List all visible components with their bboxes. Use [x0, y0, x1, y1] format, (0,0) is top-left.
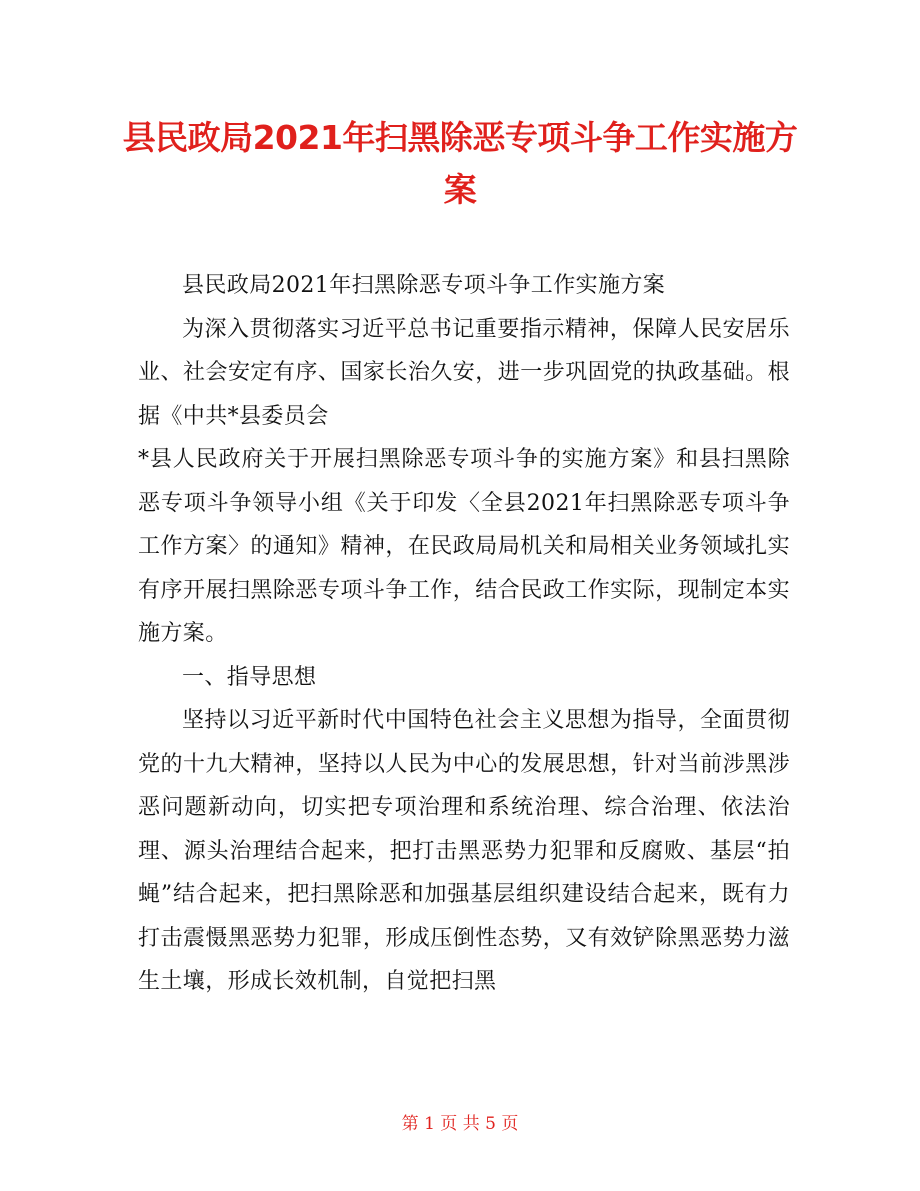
paragraph-subtitle: 县民政局2021年扫黑除恶专项斗争工作实施方案 — [182, 273, 666, 298]
document-title: 县民政局2021年扫黑除恶专项斗争工作实施方案 — [122, 118, 798, 209]
section-heading-guiding-ideology: 一、指导思想 — [182, 664, 317, 690]
paragraph-guiding-ideology: 坚持以习近平新时代中国特色社会主义思想为指导，全面贯彻党的十九大精神，坚持以人民为中心的发展思想，针对当前涉黑涉恶问题新动向，切实把专项治理和系统治理、综合治理、依法治理、源头治理结合起来，把打击黑恶势力犯罪和反腐败、基层“拍蝇”结合起来，把扫黑除恶和加强基层组织建设结合起来，既有力打击震慑黑恶势力犯罪，形成压倒性态势，又有效铲除黑恶势力滋生土壤，形成长效机制，自觉把扫黑 — [138, 708, 790, 994]
document-body — [138, 264, 790, 1004]
paragraph-intro: 为深入贯彻落实习近平总书记重要指示精神，保障人民安居乐业、社会安定有序、国家长治久安，进一步巩固党的执政基础。根据《中共*县委员会 — [138, 316, 790, 429]
page-number-label: 第 1 页 共 5 页 — [401, 1114, 519, 1134]
paragraph-basis: *县人民政府关于开展扫黑除恶专项斗争的实施方案》和县扫黑除恶专项斗争领导小组《关于印发〈全县2021年扫黑除恶专项斗争工作方案〉的通知》精神，在民政局局机关和局相关业务领域扎实有序开展扫黑除恶专项斗争工作，结合民政工作实际，现制定本实施方案。 — [138, 447, 790, 646]
page-footer — [0, 1112, 920, 1136]
